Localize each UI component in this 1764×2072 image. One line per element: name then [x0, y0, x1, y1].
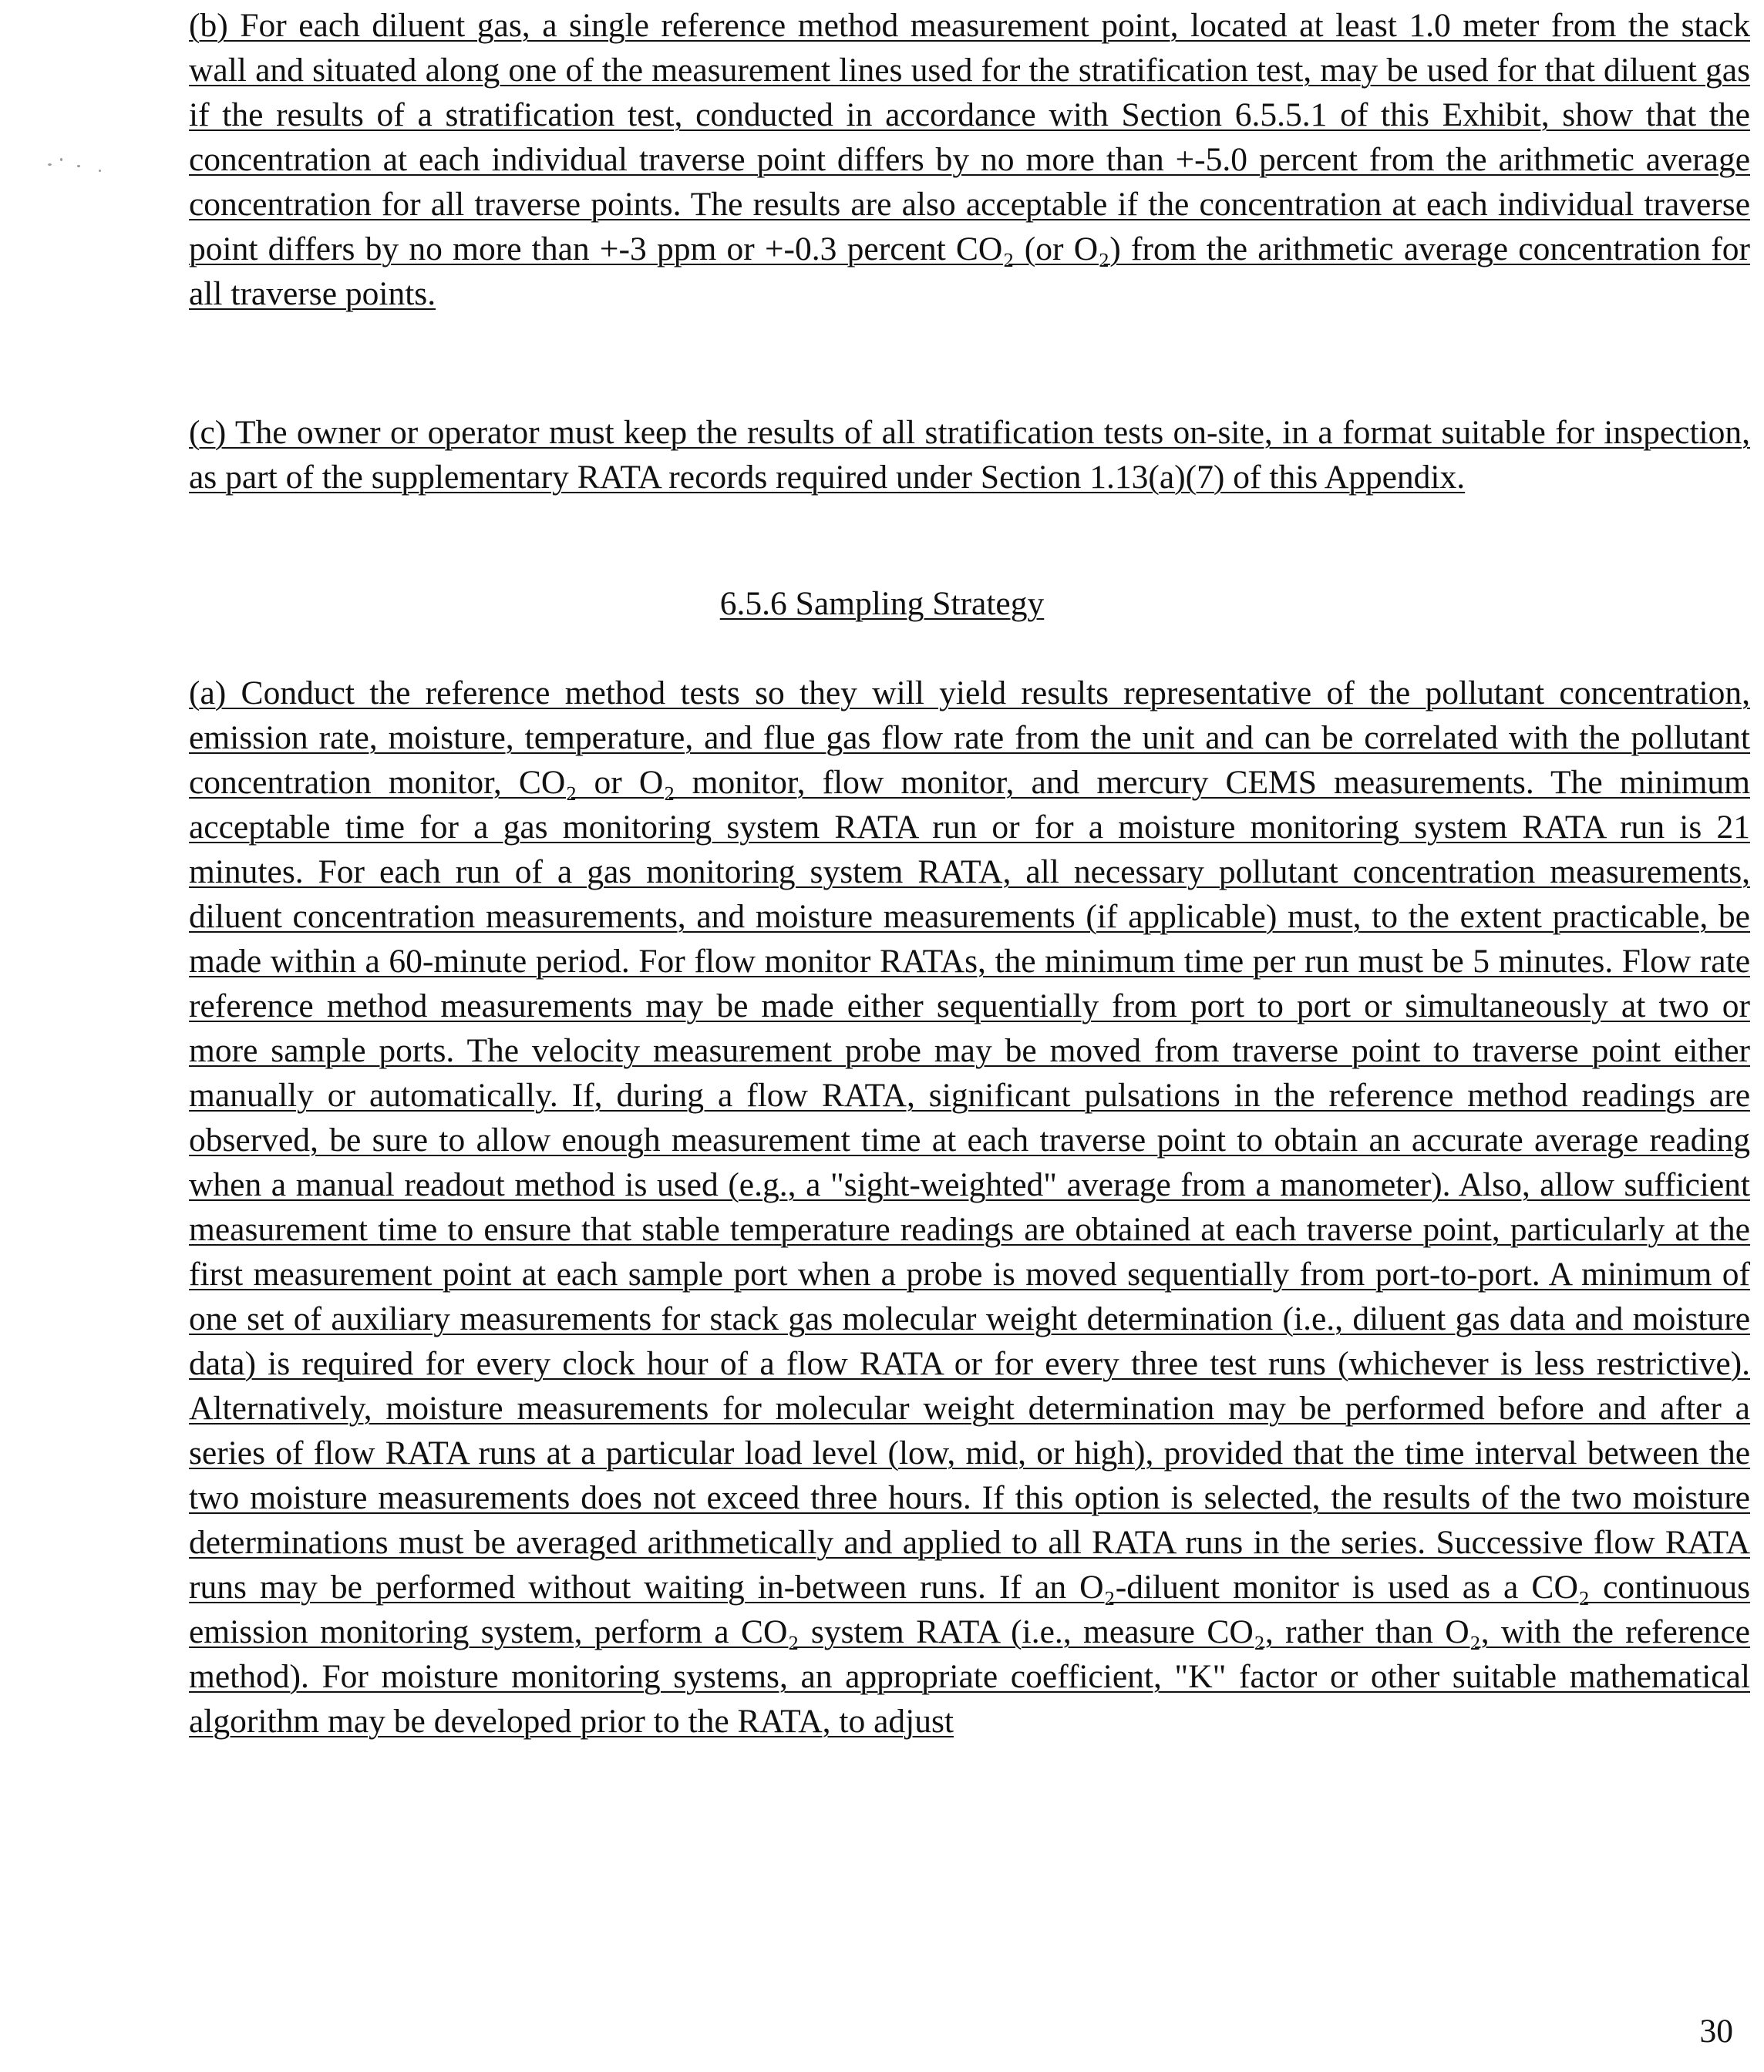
scan-artifact — [77, 165, 80, 167]
paragraph-b: (b) For each diluent gas, a single reference method measurement point, located at least 1.0 meter from the stack wall and situated along one of the measurement lines used for the stratification test, may be used for that diluent gas if the results of a stratification test, conducted in accordance with Section 6.5.5.1 of this Exhibit, show that the concentration at each individual traverse point differs by no more than +-5.0 percent from the arithmetic average concentration for all traverse points. The results are also acceptable if the concentration at each individual traverse point differs by no more than +-3 ppm or +-0.3 percent CO₂ (or O₂) from the arithmetic average concentration for all traverse points. — [189, 7, 1750, 312]
scan-artifact — [48, 163, 52, 166]
paragraph-a: (a) Conduct the reference method tests so they will yield results representative of the pollutant concentration, emission rate, moisture, temperature, and flue gas flow rate from the unit and can be correlated with the pollutant concentration monitor, CO₂ or O₂ monitor, flow monitor, and mercury CEMS measurements. The minimum acceptable time for a gas monitoring system RATA run or for a moisture monitoring system RATA run is 21 minutes. For each run of a gas monitoring system RATA, all necessary pollutant concentration measurements, diluent concentration measurements, and moisture measurements (if applicable) must, to the extent practicable, be made within a 60-minute period. For flow monitor RATAs, the minimum time per run must be 5 minutes. Flow rate reference method measurements may be made either sequentially from port to port or simultaneously at two or more sample ports. The velocity measurement probe may be moved from traverse point to traverse point either manually or automatically. If, during a flow RATA, significant pulsations in the reference method readings are observed, be sure to allow enough measurement time at each traverse point to obtain an accurate average reading when a manual readout method is used (e.g., a "sight-weighted" average from a manometer). Also, allow sufficient measurement time to ensure that stable temperature readings are obtained at each traverse point, particularly at the first measurement point at each sample port when a probe is moved sequentially from port-to-port. A minimum of one set of auxiliary measurements for stack gas molecular weight determination (i.e., diluent gas data and moisture data) is required for every clock hour of a flow RATA or for every three test runs (whichever is less restrictive). Alternatively, moisture measurements for molecular weight determination may be performed before and after a series of flow RATA runs at a particular load level (low, mid, or high), provided that the time interval between the two moisture measurements does not exceed three hours. If this option is selected, the results of the two moisture determinations must be averaged arithmetically and applied to all RATA runs in the series. Successive flow RATA runs may be performed without waiting in-between runs. If an O₂-diluent monitor is used as a CO₂ continuous emission monitoring system, perform a CO₂ system RATA (i.e., measure CO₂, rather than O₂, with the reference method). For moisture monitoring systems, an appropriate coefficient, "K" factor or other suitable mathematical algorithm may be developed prior to the RATA, to adjust — [189, 674, 1750, 1740]
scan-artifact — [99, 170, 101, 172]
paragraph-c: (c) The owner or operator must keep the results of all stratification tests on-site, in a format suitable for inspection, as part of the supplementary RATA records required under Section 1.13(a)(7) of this Appendix. — [189, 414, 1750, 496]
scan-artifact — [60, 158, 62, 161]
section-heading: 6.5.6 Sampling Strategy — [719, 585, 1045, 622]
page-number: 30 — [1699, 2013, 1733, 2050]
